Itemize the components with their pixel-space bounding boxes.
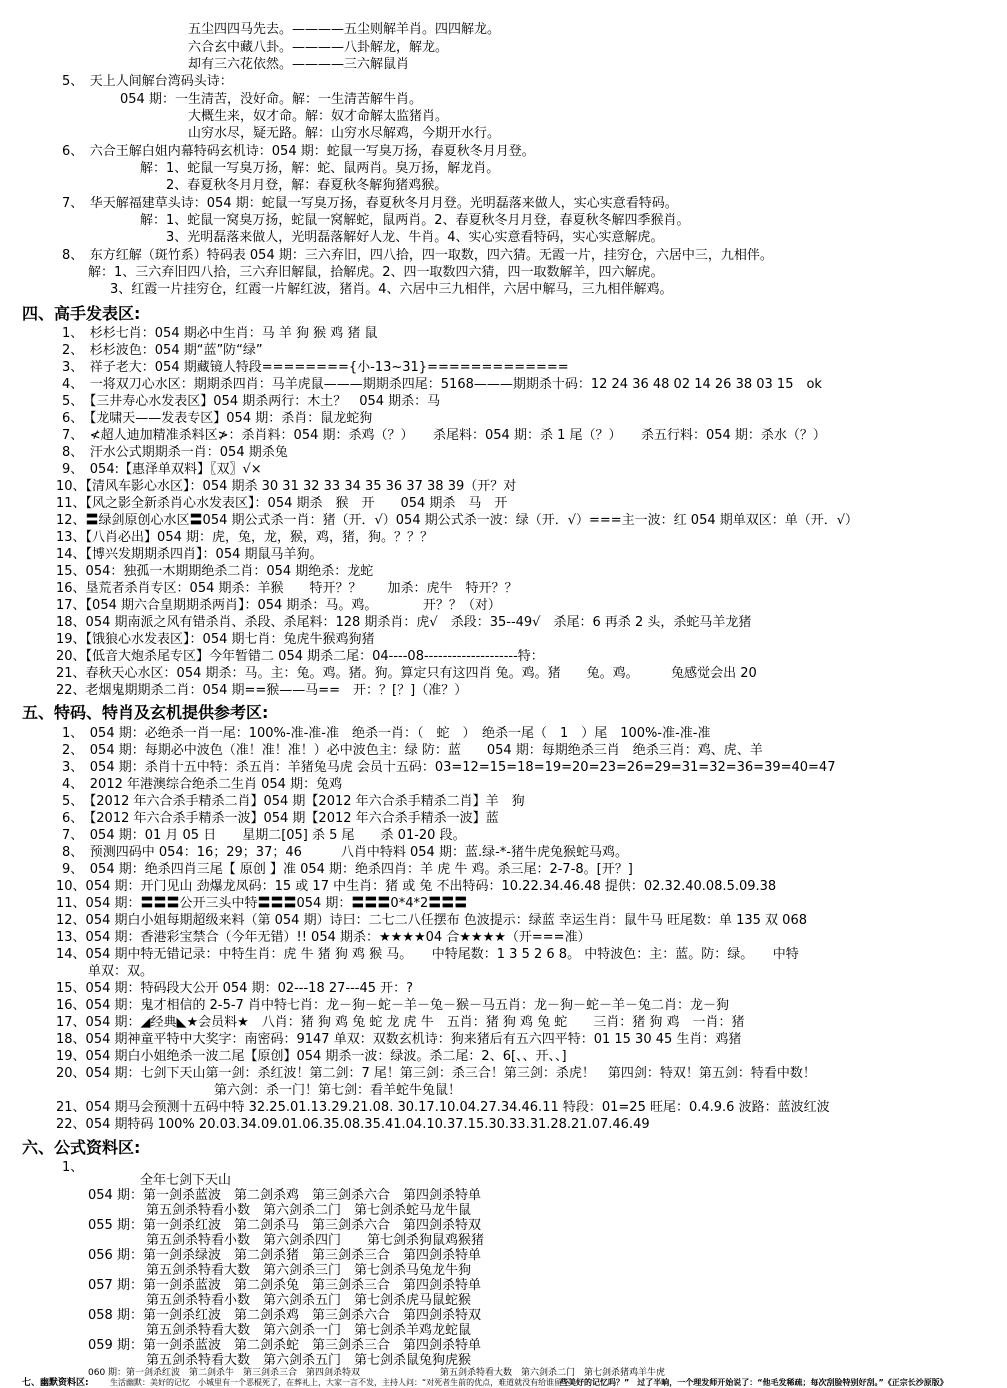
text-line: 8、 预测四码中 054：16；29；37；46 八肖中特料 054 期：蓝.绿-*-猪牛虎兔猴蛇马鸡。	[62, 845, 628, 860]
text-line: 14、【博兴发期期杀四肖】：054 期鼠马羊狗。	[56, 547, 323, 562]
text-line: 060 期：第一剑杀红波 第二剑杀牛 第三剑杀三合 第四剑杀特双	[88, 1368, 361, 1378]
text-line: 些美好的记忆吗？” 过了半晌，一个理发师开始说了：“他毛发稀疏；每次刮脸特别好刮。”《正宗长沙原版》	[560, 1378, 948, 1387]
text-line: 7、 ≮超人迪加精准杀料区≯：杀肖料：054 期：杀鸡（？） 杀尾料：054 期：杀 1 尾（？） 杀五行料：054 期：杀水（？）	[62, 428, 826, 443]
text-line: 全年七剑下天山	[140, 1173, 232, 1188]
text-line: 第五剑杀特看大数 第六剑杀三门 第七剑杀马兔龙牛狗	[146, 1263, 472, 1278]
section-heading-6: 六、公式资料区:	[22, 1138, 141, 1157]
section-heading-4: 四、高手发表区:	[22, 304, 141, 323]
text-line: 3、光明磊落来做人，光明磊落解好人龙、牛肖。4、实心实意看特码，实心实意解虎。	[166, 230, 664, 245]
text-line: 1、 054 期：必绝杀一肖一尾：100%-准-准-准 绝杀一肖：（ 蛇 ） 绝杀一尾（ 1 ）尾 100%-准-准-准	[62, 726, 711, 741]
text-line: 6、 六合王解白姐内幕特码玄机诗：054 期：蛇鼠一写臭万扬，春夏秋冬月月登。	[62, 144, 535, 159]
text-line: 19、【饿狼心水发表区】：054 期七肖：兔虎牛猴鸡狗猪	[56, 632, 375, 647]
text-line: 054 期：第一剑杀蓝波 第二剑杀鸡 第三剑杀六合 第四剑杀特单	[88, 1188, 481, 1203]
text-line: 17、054 期：◢经典◣★会员料★ 八肖：猪 狗 鸡 兔 蛇 龙 虎 牛 五肖：猪 狗 鸡 兔 蛇 三肖：猪 狗 鸡 一肖：猪	[56, 1015, 745, 1030]
text-line: 20、054 期：七剑下天山第一剑：杀红波！第二剑：7 尾！第三剑：杀三合！第三剑：杀虎！ 第四剑：特双！第五剑：特看中数！	[56, 1066, 816, 1081]
text-line: 21、054 期马会预测十五码中特 32.25.01.13.29.21.08. 30.17.10.04.27.34.46.11 特段：01=25 旺尾：0.4.9.6 波路：蓝波红波	[56, 1100, 830, 1115]
text-line: 3、 祥子老大：054 期藏镜人特段========{小-13~31}=============	[62, 360, 569, 375]
text-line: 山穷水尽，疑无路。解：山穷水尽解鸡，今期开水行。	[188, 126, 501, 141]
text-line: 9、 054:【惠泽单双料】〖双〗√×	[62, 462, 262, 477]
text-line: 第五剑杀特看小数 第六剑杀二门 第七剑杀蛇马龙牛鼠	[146, 1203, 472, 1218]
text-line: 15、054：独孤一木期期绝杀二肖：054 期绝杀：龙蛇	[56, 564, 374, 579]
text-line: 却有三六花依然。————三六解鼠肖	[188, 57, 410, 72]
text-line: 12、〓绿剑原创心水区〓054 期公式杀一肖：猪（开．√）054 期公式杀一波：绿（开．√）===主一波：红 054 期单双区：单（开．√）	[56, 513, 859, 528]
text-line: 4、 2012 年港澳综合绝杀二生肖 054 期：兔鸡	[62, 777, 343, 792]
text-line: 生活幽默：美好的记忆 小城里有一个恶棍死了，在葬礼上，大家一言不发，主持人问：“对死者生前的优点，难道就没有给谁留下一	[110, 1378, 579, 1387]
text-line: 19、054 期白小姐绝杀一波二尾【原创】054 期杀一波：绿波。杀二尾：2、6[、、开、、]	[56, 1049, 567, 1064]
text-line: 第五剑杀特看大数 第六剑杀一门 第七剑杀羊鸡龙蛇鼠	[146, 1323, 472, 1338]
text-line: 1、 杉杉七肖：054 期必中生肖：马 羊 狗 猴 鸡 猪 鼠	[62, 326, 378, 341]
text-line: 10、054 期：开门见山 劲爆龙凤码：15 或 17 中生肖：猪 或 兔 不出特码：10.22.34.46.48 提供：02.32.40.08.5.09.38	[56, 879, 777, 894]
text-line: 1、	[62, 1160, 84, 1175]
text-line: 8、 汗水公式期期杀一肖：054 期杀兔	[62, 445, 288, 460]
text-line: 第六剑：杀一门！第七剑：看羊蛇牛兔鼠！	[214, 1083, 462, 1098]
text-line: 3、红霞一片挂穷仓，红霞一片解红波，猪肖。4、六居中三九相伴，六居中解马，三九相伴解鸡。	[110, 282, 673, 297]
text-line: 第五剑杀特看大数 第六剑杀五门 第七剑杀鼠兔狗虎猴	[146, 1353, 472, 1368]
text-line: 6、 【2012 年六合杀手精杀一波】054 期【2012 年六合杀手精杀一波】蓝	[62, 811, 499, 826]
text-line: 六合玄中藏八卦。————八卦解龙，解龙。	[188, 40, 449, 55]
text-line: 第五剑杀特看小数 第六剑杀四门 第七剑杀狗鼠鸡猴猪	[146, 1233, 485, 1248]
text-line: 6、 【龙啸天——发表专区】054 期：杀肖：鼠龙蛇狗	[62, 411, 373, 426]
text-line: 2、春夏秋冬月月登，解：春夏秋冬解狗猪鸡猴。	[166, 178, 448, 193]
text-line: 22、老烟鬼期期杀二肖：054 期==猴——马== 开：？[？]（准？）	[56, 683, 468, 698]
text-line: 15、054 期：特码段大公开 054 期：02---18 27---45 开：?	[56, 981, 414, 996]
section-heading-7: 七、幽默资料区:	[22, 1378, 89, 1388]
text-line: 解：1、蛇鼠一写臭万扬，解：蛇、鼠两肖。臭万扬，解龙肖。	[140, 161, 500, 176]
section-heading-5: 五、特码、特肖及玄机提供参考区:	[22, 703, 269, 722]
text-line: 059 期：第一剑杀蓝波 第二剑杀蛇 第三剑杀三合 第四剑杀特单	[88, 1338, 481, 1353]
text-line: 2、 杉杉波色：054 期“蓝”防“绿”	[62, 343, 263, 358]
text-line: 第五剑杀特看小数 第六剑杀五门 第七剑杀虎马鼠蛇猴	[146, 1293, 472, 1308]
text-line: 18、054 期南派之风有错杀肖、杀段、杀尾料：128 期杀肖：虎√ 杀段：35--49√ 杀尾：6 再杀 2 头，杀蛇马羊龙猪	[56, 615, 752, 630]
text-line: 11、054 期：〓〓〓公开三头中特〓〓〓054 期：〓〓〓0*4*2〓〓〓	[56, 896, 468, 911]
text-line: 5、 天上人间解台湾码头诗：	[62, 74, 233, 89]
text-line: 第五剑杀特看大数 第六剑杀二门 第七剑杀猪鸡羊牛虎	[440, 1368, 666, 1378]
text-line: 057 期：第一剑杀蓝波 第二剑杀兔 第三剑杀三合 第四剑杀特单	[88, 1278, 481, 1293]
text-line: 五尘四四马先去。————五尘则解羊肖。四四解龙。	[188, 22, 501, 37]
text-line: 22、054 期特码 100% 20.03.34.09.01.06.35.08.35.41.04.10.37.15.30.33.31.28.21.07.46.49	[56, 1117, 650, 1132]
text-line: 13、【八肖必出】054 期：虎，兔，龙，猴，鸡，猪，狗。？？？	[56, 530, 433, 545]
text-line: 12、054 期白小姐每期超级来料（第 054 期）诗曰：二七二八任摆布 色波提示：绿蓝 幸运生肖：鼠牛马 旺尾数：单 135 双 068	[56, 913, 807, 928]
text-line: 11、【风之影全新杀肖心水发表区】：054 期杀 猴 开 054 期杀 马 开	[56, 496, 508, 511]
text-line: 8、 东方红解（斑竹系）特码表 054 期：三六弃旧，四八拾，四一取数，四六猜。无霞一片，挂穷仓，六居中三，九相伴。	[62, 248, 773, 263]
text-line: 5、 【三井寿心水发表区】054 期杀两行：木土？ 054 期杀：马	[62, 394, 441, 409]
text-line: 大概生来，奴才命。解：奴才命解太监猪肖。	[188, 109, 449, 124]
text-line: 9、 054 期：绝杀四肖三尾【 原创 】准 054 期：绝杀四肖：羊 虎 牛 鸡。杀三尾：2-7-8。[开？]	[62, 862, 633, 877]
text-line: 解：1、三六弃旧四八拾，三六弃旧解鼠，拾解虎。2、四一取数四六猜，四一取数解羊，四六解虎。	[88, 265, 664, 280]
text-line: 056 期：第一剑杀绿波 第二剑杀猪 第三剑杀三合 第四剑杀特单	[88, 1248, 481, 1263]
text-line: 055 期：第一剑杀红波 第二剑杀马 第三剑杀六合 第四剑杀特双	[88, 1218, 481, 1233]
text-line: 18、054 期神童平特中大奖字：南密码：9147 单双：双数玄机诗：狗来猪后有五六四平特：01 15 30 45 生肖：鸡猪	[56, 1032, 742, 1047]
text-line: 4、 一将双刀心水区：期期杀四肖：马羊虎鼠———期期杀四尾：5168———期期杀十码：12 24 36 48 02 14 26 38 03 15 ok	[62, 377, 822, 392]
text-line: 17、【054 期六合皇期期杀两肖】：054 期杀：马。鸡。 开？？（对）	[56, 598, 501, 613]
text-line: 16、垦荒者杀肖专区：054 期杀：羊猴 特开？？ 加杀：虎牛 特开？？	[56, 581, 518, 596]
text-line: 3、 054 期：杀肖十五中特：杀五肖：羊猪兔马虎 会员十五码：03=12=15=18=19=20=23=26=29=31=32=36=39=40=47	[62, 760, 836, 775]
text-line: 14、054 期中特无错记录：中特生肖：虎 牛 猪 狗 鸡 猴 马。 中特尾数：1 3 5 2 6 8。 中特波色：主：蓝。防：绿。 中特	[56, 947, 799, 962]
text-line: 2、 054 期：每期必中波色（准！准！准！）必中波色主：绿 防：蓝 054 期：每期绝杀三肖 绝杀三肖：鸡、虎、羊	[62, 743, 763, 758]
text-line: 解：1、蛇鼠一窝臭万扬，蛇鼠一窝解蛇，鼠两肖。2、春夏秋冬月月登，春夏秋冬解四季猴肖。	[140, 213, 690, 228]
text-line: 7、 054 期：01 月 05 日 星期二[05] 杀 5 尾 杀 01-20 段。	[62, 828, 466, 843]
text-line: 20、【低音大炮杀尾专区】今年暂错二 054 期杀二尾：04----08--------------------特：	[56, 649, 544, 664]
text-line: 单双：双。	[88, 964, 154, 979]
text-line: 058 期：第一剑杀红波 第二剑杀鸡 第三剑杀六合 第四剑杀特双	[88, 1308, 481, 1323]
text-line: 21、春秋天心水区：054 期杀：马。主：兔。鸡。猪。狗。算定只有这四肖 兔。鸡。猪 兔。鸡。 兔感觉会出 20	[56, 666, 757, 681]
text-line: 10、【清风车影心水区】：054 期杀 30 31 32 33 34 35 36 37 38 39（开？对	[56, 479, 517, 494]
text-line: 7、 华天解福建草头诗：054 期：蛇鼠一写臭万扬，春夏秋冬月月登。光明磊落来做人，实心实意看特码。	[62, 196, 678, 211]
text-line: 054 期：一生清苦，没好命。解：一生清苦解牛肖。	[120, 92, 422, 107]
text-line: 5、 【2012 年六合杀手精杀二肖】054 期【2012 年六合杀手精杀二肖】羊 狗	[62, 794, 525, 809]
text-line: 16、054 期：鬼才相信的 2-5-7 肖中特七肖：龙－狗－蛇－羊－兔－猴－马五肖：龙－狗－蛇－羊－兔二肖：龙－狗	[56, 998, 729, 1013]
text-line: 13、054 期：香港彩宝禁合（今年无错）!! 054 期杀：★★★★04 合★★★★（开===准）	[56, 930, 591, 945]
